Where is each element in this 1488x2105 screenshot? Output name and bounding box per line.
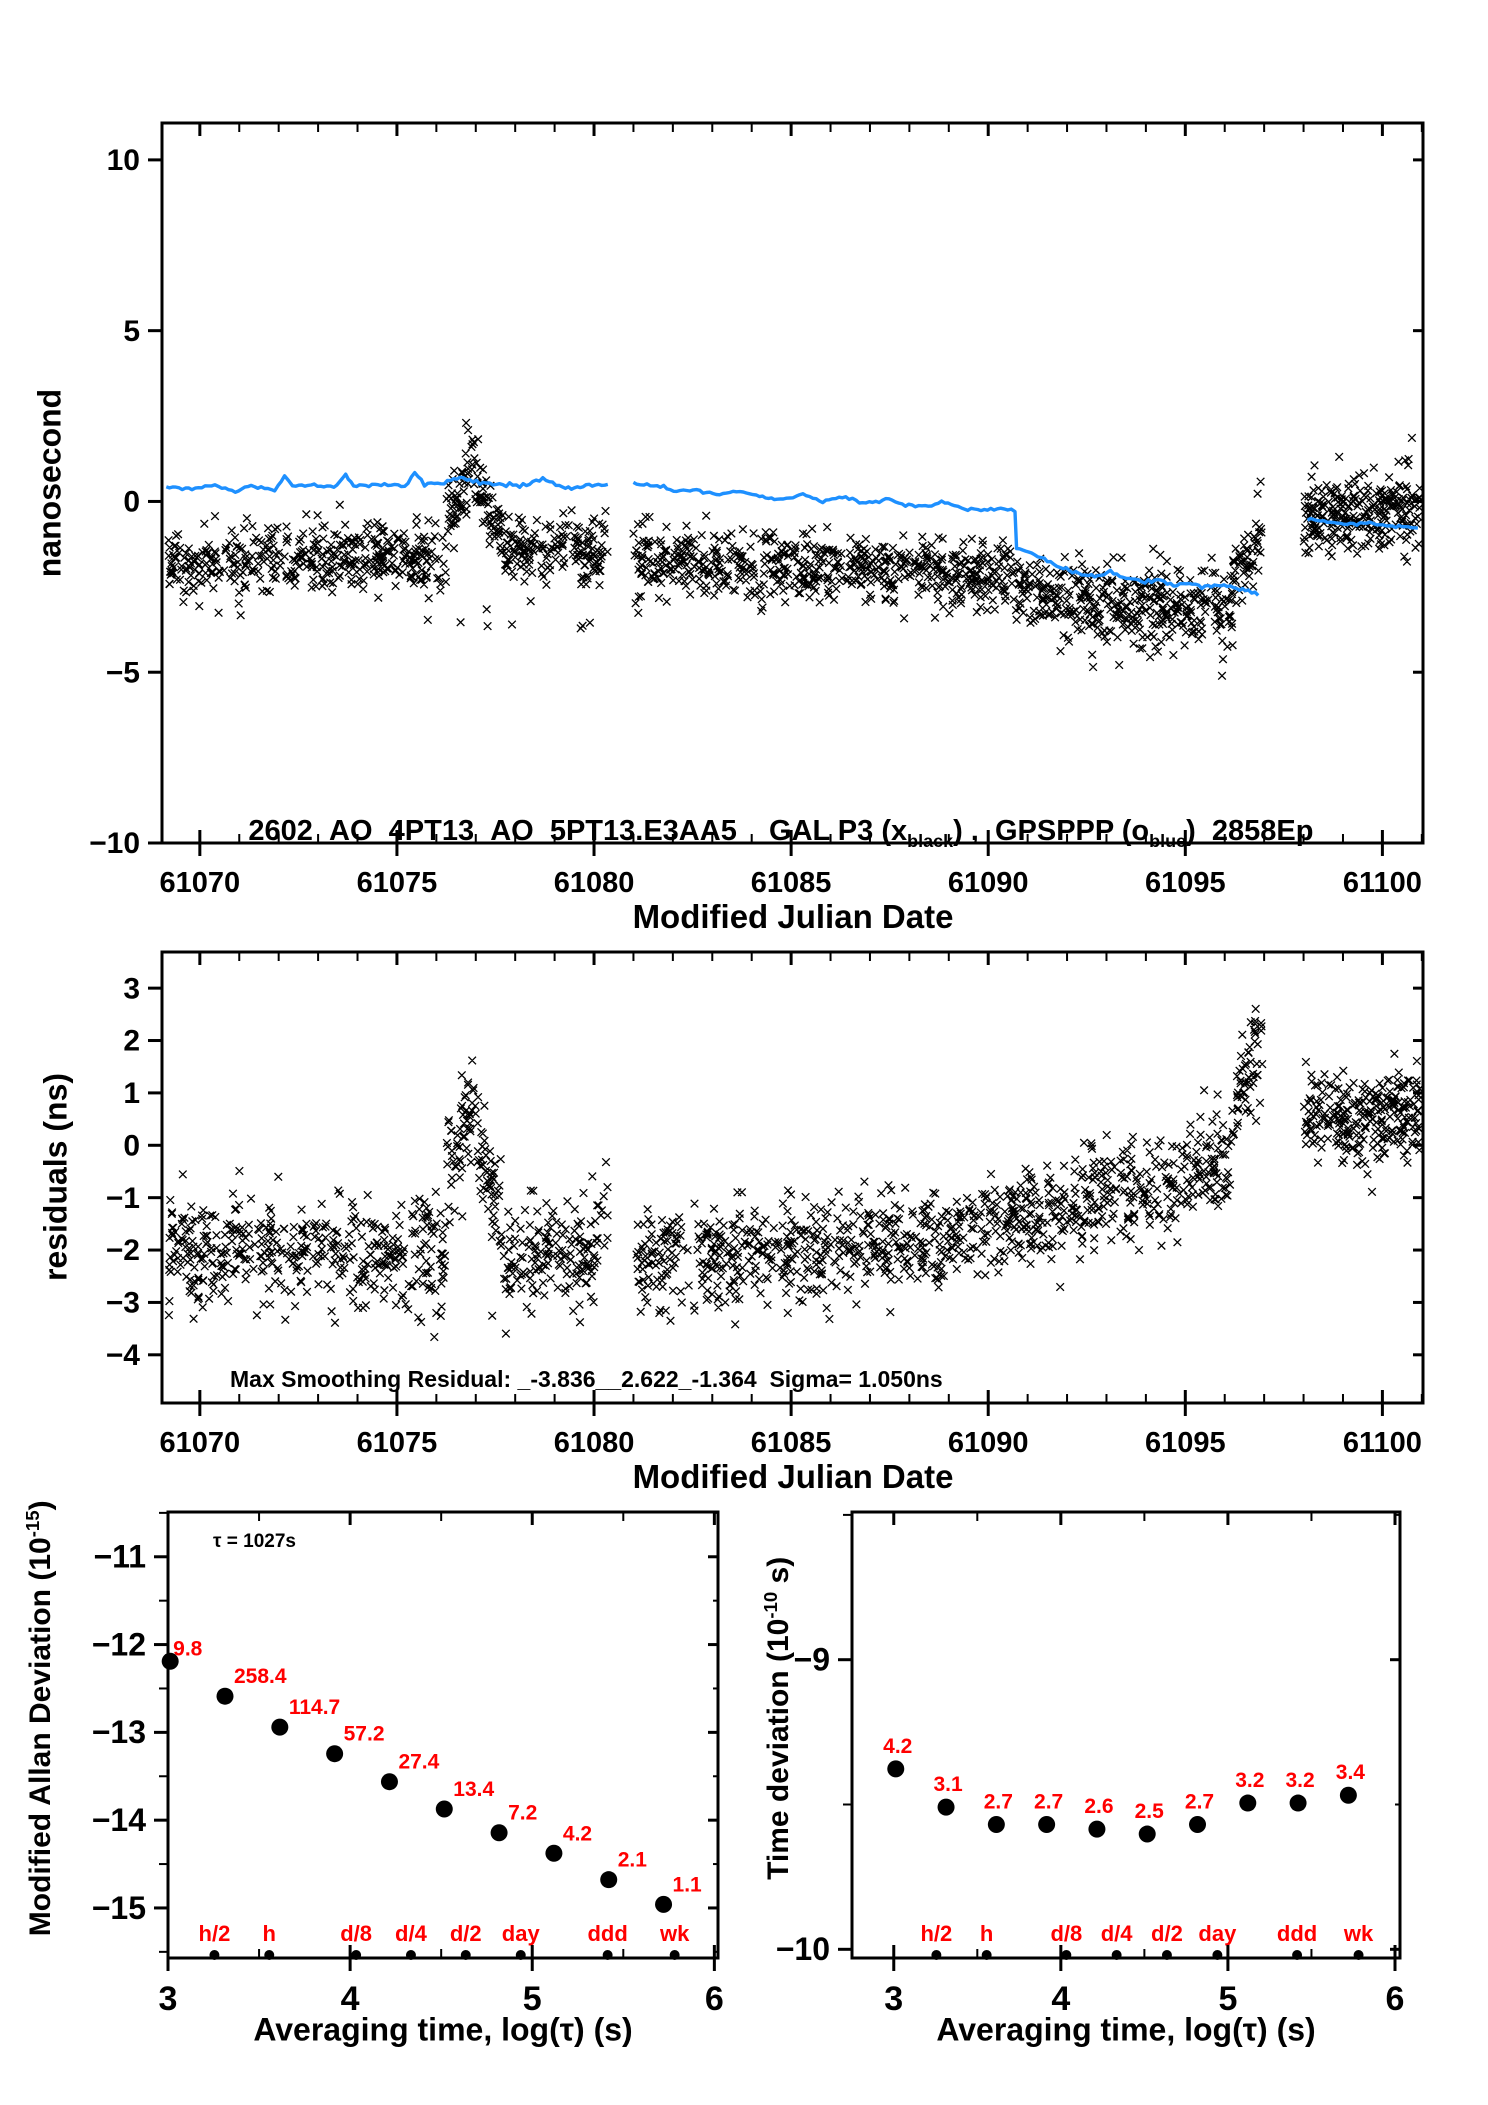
title-sub-blue: blue bbox=[1149, 830, 1187, 851]
y-tick-label: 0 bbox=[123, 485, 140, 519]
y-tick-label: −14 bbox=[91, 1802, 146, 1839]
top-y-axis-label: nanosecond bbox=[31, 388, 68, 578]
tdev-data-point bbox=[1290, 1795, 1307, 1812]
x-tick-label: 4 bbox=[340, 1980, 360, 2018]
y-tick-label: −2 bbox=[105, 1234, 140, 1268]
mdev-data-point bbox=[491, 1824, 508, 1841]
residuals-annotation: Max Smoothing Residual: _-3.836__2.622_-1.364 Sigma= 1.050ns bbox=[230, 1366, 943, 1392]
y-tick-label: −1 bbox=[105, 1181, 140, 1215]
tau-mark-label: wk bbox=[1343, 1921, 1374, 1946]
x-tick-label: 61095 bbox=[1144, 867, 1226, 899]
top-blue-line bbox=[166, 473, 608, 493]
tdev-point-value-label: 3.1 bbox=[933, 1773, 963, 1797]
x-tick-label: 61085 bbox=[750, 1427, 832, 1459]
y-tick-label: 0 bbox=[123, 1129, 140, 1163]
tdev-point-value-label: 2.7 bbox=[983, 1790, 1013, 1814]
tau-mark-label: d/2 bbox=[1151, 1921, 1183, 1946]
mdev-data-point bbox=[545, 1845, 562, 1862]
mdev-data-point bbox=[381, 1773, 398, 1790]
x-tick-label: 61070 bbox=[159, 1427, 241, 1459]
x-tick-label: 6 bbox=[1385, 1980, 1405, 2018]
top-x-markers bbox=[165, 419, 1424, 679]
tdev-y-axis-label: Time deviation ($10^{-10}$ s) bbox=[760, 1556, 795, 1880]
mdev-x-axis-label: Averaging time, log(τ) (s) bbox=[253, 2011, 633, 2048]
tau-mark-label: ddd bbox=[587, 1921, 628, 1946]
mdev-point-value-label: 114.7 bbox=[288, 1696, 341, 1720]
mdev-y-axis-label: Modified Allan Deviation $(10^{-15})$ bbox=[22, 1500, 57, 1937]
tdev-point-value-label: 2.7 bbox=[1034, 1790, 1064, 1814]
tdev-point-value-label: 3.2 bbox=[1235, 1769, 1265, 1793]
tdev-data-point bbox=[1340, 1787, 1357, 1804]
mdev-data-point bbox=[436, 1801, 453, 1818]
y-tick-label: −9 bbox=[793, 1641, 830, 1678]
y-tick-label: −10 bbox=[775, 1931, 830, 1968]
y-tick-label: 5 bbox=[123, 314, 140, 348]
x-tick-label: 6 bbox=[704, 1980, 724, 2018]
tdev-data-point bbox=[1239, 1795, 1256, 1812]
mdev-point-value-label: 2.1 bbox=[617, 1848, 647, 1872]
tdev-data-point bbox=[988, 1816, 1005, 1833]
residuals-x-axis-label: Modified Julian Date bbox=[632, 1458, 954, 1495]
y-tick-label: −12 bbox=[91, 1626, 146, 1663]
mdev-data-point bbox=[271, 1719, 288, 1736]
tdev-frame bbox=[852, 1512, 1400, 1958]
tau-mark-label: d/4 bbox=[1100, 1921, 1133, 1946]
residuals-data bbox=[165, 1005, 1423, 1341]
tau-mark-label: day bbox=[501, 1921, 540, 1946]
tdev-point-value-label: 2.6 bbox=[1084, 1795, 1114, 1819]
x-tick-label: 61080 bbox=[553, 1427, 635, 1459]
x-tick-label: 61090 bbox=[947, 1427, 1029, 1459]
tdev-data-point bbox=[938, 1799, 955, 1816]
tau-mark-label: wk bbox=[659, 1921, 690, 1946]
mdev-point-value-label: 7.2 bbox=[508, 1801, 538, 1825]
tdev-data-point bbox=[1088, 1821, 1105, 1838]
tdev-point-value-label: 2.7 bbox=[1184, 1790, 1215, 1814]
mdev-point-value-label: 13.4 bbox=[453, 1778, 495, 1802]
tau-mark-label: d/8 bbox=[1050, 1921, 1083, 1946]
x-tick-label: 61070 bbox=[159, 867, 241, 899]
y-tick-label: −10 bbox=[89, 827, 140, 861]
tau-mark-label: d/2 bbox=[449, 1921, 482, 1946]
tdev-data-point bbox=[887, 1760, 904, 1777]
tau-mark-label: day bbox=[1198, 1921, 1237, 1946]
x-tick-label: 5 bbox=[1218, 1980, 1238, 2018]
mdev-frame bbox=[168, 1512, 718, 1958]
tdev-data-point bbox=[1038, 1816, 1055, 1833]
top-chart-title bbox=[200, 782, 1313, 885]
tau-mark-label: ddd bbox=[1276, 1921, 1318, 1946]
title-text-2: ) , GPSPPP (o bbox=[953, 815, 1150, 847]
tau-mark-label: d/4 bbox=[395, 1921, 427, 1946]
mdev-data bbox=[162, 1637, 702, 1960]
y-tick-label: −4 bbox=[105, 1339, 140, 1373]
mdev-point-value-label: 4.2 bbox=[562, 1822, 593, 1846]
title-sub-black: black bbox=[907, 830, 954, 851]
mdev-data-point bbox=[655, 1896, 672, 1913]
y-tick-label: 3 bbox=[123, 972, 140, 1006]
mdev-data-point bbox=[217, 1688, 234, 1705]
x-tick-label: 61090 bbox=[947, 867, 1029, 899]
x-tick-label: 61085 bbox=[750, 867, 832, 899]
x-tick-label: 61075 bbox=[356, 867, 438, 899]
tdev-data-point bbox=[1189, 1816, 1206, 1833]
x-tick-label: 61100 bbox=[1342, 867, 1422, 899]
mdev-data-point bbox=[600, 1871, 617, 1888]
residuals-frame bbox=[162, 952, 1423, 1403]
y-tick-label: 10 bbox=[106, 144, 140, 178]
y-tick-label: 1 bbox=[123, 1077, 140, 1111]
tdev-data bbox=[883, 1735, 1374, 1960]
tau-mark-label: h bbox=[262, 1921, 276, 1946]
tdev-point-value-label: 3.4 bbox=[1335, 1761, 1365, 1785]
tdev-point-value-label: 4.2 bbox=[883, 1734, 913, 1758]
title-text-1: _2602_AO_4PT13_AO_5PT13.E3AA5 GAL P3 (x bbox=[232, 815, 908, 847]
mdev-point-value-label: 258.4 bbox=[234, 1665, 287, 1689]
y-tick-label: −15 bbox=[91, 1889, 146, 1926]
tau-mark-label: h/2 bbox=[920, 1921, 953, 1946]
x-tick-label: 4 bbox=[1051, 1980, 1071, 2018]
mdev-point-value-label: 57.2 bbox=[343, 1722, 385, 1746]
mdev-point-value-label: 9.8 bbox=[173, 1637, 203, 1661]
residuals-y-axis-label: residuals (ns) bbox=[37, 1072, 74, 1282]
y-tick-label: −11 bbox=[93, 1538, 146, 1575]
tdev-data-point bbox=[1139, 1826, 1156, 1843]
tau-mark-label: h/2 bbox=[198, 1921, 231, 1946]
y-tick-label: −13 bbox=[91, 1714, 146, 1751]
tau-mark-label: h bbox=[979, 1921, 994, 1946]
x-tick-label: 3 bbox=[884, 1980, 904, 2018]
tau-mark-label: d/8 bbox=[340, 1921, 373, 1946]
top-x-axis-label: Modified Julian Date bbox=[632, 898, 954, 935]
x-tick-label: 61075 bbox=[356, 1427, 438, 1459]
tdev-point-value-label: 2.5 bbox=[1134, 1800, 1164, 1824]
tdev-point-value-label: 3.2 bbox=[1285, 1769, 1315, 1793]
residuals-x-markers bbox=[165, 1005, 1423, 1341]
x-tick-label: 61080 bbox=[553, 867, 635, 899]
x-tick-label: 3 bbox=[158, 1980, 178, 2018]
x-tick-label: 61095 bbox=[1144, 1427, 1226, 1459]
x-tick-label: 5 bbox=[522, 1980, 542, 2018]
y-tick-label: −3 bbox=[105, 1286, 140, 1320]
mdev-point-value-label: 27.4 bbox=[398, 1750, 440, 1774]
tdev-x-axis-label: Averaging time, log(τ) (s) bbox=[936, 2011, 1316, 2048]
mdev-tau-annotation: τ = 1027s bbox=[213, 1531, 296, 1552]
top-data bbox=[165, 419, 1424, 679]
y-tick-label: 2 bbox=[123, 1024, 140, 1058]
title-text-3: ) 2858Ep bbox=[1186, 815, 1314, 847]
x-tick-label: 61100 bbox=[1342, 1427, 1422, 1459]
mdev-point-value-label: 1.1 bbox=[672, 1873, 702, 1897]
y-tick-label: −5 bbox=[105, 656, 140, 690]
mdev-data-point bbox=[326, 1745, 343, 1762]
